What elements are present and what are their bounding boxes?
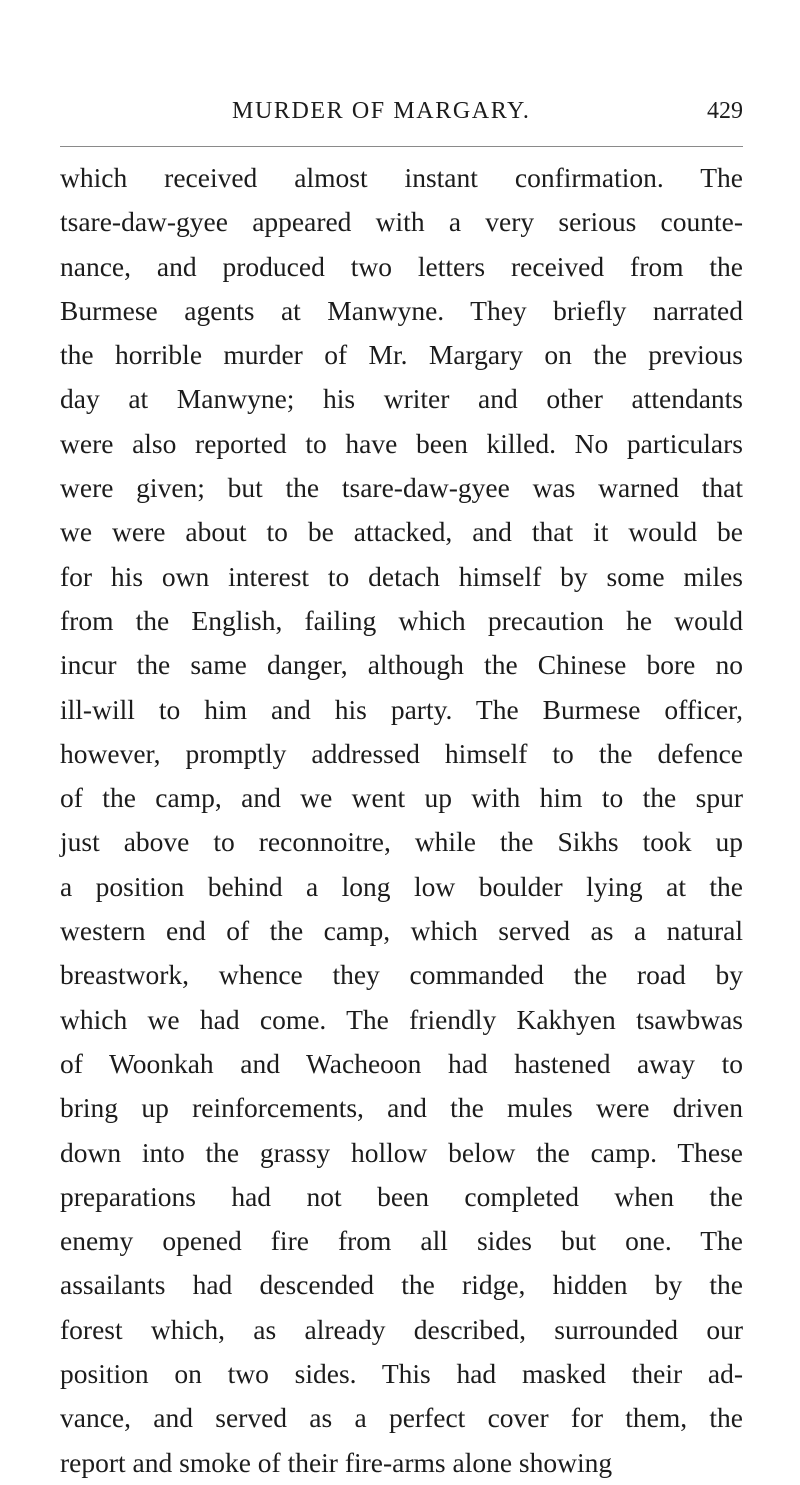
text-line: forest which, as already described, surrounded our bbox=[60, 1313, 743, 1345]
text-line: bring up reinforcements, and the mules were driven bbox=[60, 1092, 743, 1124]
text-line: day at Manwyne; his writer and other attendants bbox=[60, 383, 743, 415]
text-line: position on two sides. This had masked their ad- bbox=[60, 1358, 743, 1390]
text-line: enemy opened fire from all sides but one. The bbox=[60, 1225, 743, 1257]
running-head bbox=[60, 98, 743, 132]
text-line: were also reported to have been killed. No particulars bbox=[60, 427, 743, 459]
text-line: we were about to be attacked, and that it would be bbox=[60, 516, 743, 548]
page-number: 429 bbox=[707, 98, 743, 124]
text-line: just above to reconnoitre, while the Sikhs took up bbox=[60, 826, 743, 858]
text-line: from the English, failing which precaution he would bbox=[60, 604, 743, 636]
header-rule bbox=[60, 146, 743, 147]
text-line: of the camp, and we went up with him to the spur bbox=[60, 782, 743, 814]
text-line: assailants had descended the ridge, hidden by the bbox=[60, 1269, 743, 1301]
text-line: which we had come. The friendly Kakhyen tsawbwas bbox=[60, 1003, 743, 1035]
text-line: a position behind a long low boulder lying at the bbox=[60, 870, 743, 902]
text-line: down into the grassy hollow below the camp. These bbox=[60, 1136, 743, 1168]
text-line: Burmese agents at Manwyne. They briefly narrated bbox=[60, 294, 743, 326]
running-title: MURDER OF MARGARY. bbox=[232, 98, 531, 124]
text-line: the horrible murder of Mr. Margary on the previous bbox=[60, 339, 743, 371]
text-line: which received almost instant confirmation. The bbox=[60, 162, 743, 193]
text-line: were given; but the tsare-daw-gyee was warned that bbox=[60, 472, 743, 504]
text-line: for his own interest to detach himself by some miles bbox=[60, 560, 743, 592]
text-line: western end of the camp, which served as a natural bbox=[60, 915, 743, 947]
text-line: however, promptly addressed himself to the defence bbox=[60, 737, 743, 769]
body-text bbox=[60, 156, 743, 1485]
text-line: preparations had not been completed when the bbox=[60, 1180, 743, 1212]
text-line: report and smoke of their fire-arms alone showing bbox=[60, 1446, 613, 1478]
text-line: breastwork, whence they commanded the road by bbox=[60, 959, 743, 991]
text-line: tsare-daw-gyee appeared with a very serious counte- bbox=[60, 206, 743, 238]
text-line: nance, and produced two letters received from the bbox=[60, 250, 743, 282]
text-line: ill-will to him and his party. The Burmese officer, bbox=[60, 693, 743, 725]
text-line: of Woonkah and Wacheoon had hastened away to bbox=[60, 1047, 743, 1079]
text-line: vance, and served as a perfect cover for them, the bbox=[60, 1402, 743, 1434]
text-line: incur the same danger, although the Chinese bore no bbox=[60, 649, 743, 681]
